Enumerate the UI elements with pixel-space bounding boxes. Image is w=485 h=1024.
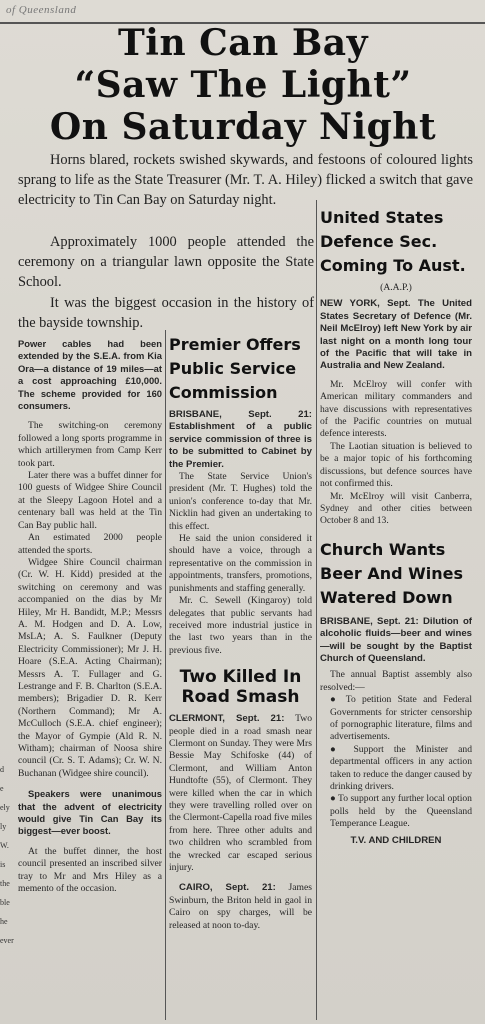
- defence-p1: [320, 298, 472, 372]
- column-rule-left: [165, 330, 166, 1020]
- left-edge-fragments: [0, 300, 12, 950]
- defence-lead: The United States Secretary of Defence (Mr. Neil McElroy) left New York by air last night on a month long tour of the Pacific that will take in Australia and New Zealand.: [320, 298, 472, 372]
- col1-p2: Later there was a buffet dinner for 100 guests of Widgee Shire Council at the Sleepy Lagoon Hotel and a centenary ball was held at the Tin Can Bay public hall.: [18, 470, 162, 531]
- col1-p6: At the buffet dinner, the host council presented an inscribed silver tray to Mr and Mrs Hiley as a memento of the occasion.: [18, 845, 162, 895]
- church-bullet-2: ● Support the Minister and departmental officers in any action taken to reduce the danger caused by drinking drivers.: [330, 743, 472, 792]
- lead-p2: Approximately 1000 people attended the ceremony on a triangular lawn opposite the State School.: [18, 234, 314, 291]
- main-headline: [8, 22, 478, 148]
- edge-word: ble: [0, 898, 10, 907]
- masthead-text: of Queensland: [6, 4, 77, 16]
- col1-p3: An estimated 2000 people attended the sports.: [18, 532, 162, 556]
- col1-p5: Speakers were unanimous that the advent of electricity would give Tin Can Bay its biggest—ever boost.: [18, 788, 162, 837]
- church-bullet-3: ● To support any further local option polls held by the Queensland Temperance League.: [330, 793, 472, 830]
- edge-word: ly: [0, 822, 7, 831]
- church-p1: [320, 616, 472, 666]
- defence-p2: Mr. McElroy will confer with American military commanders and have discussions with representatives of the Pacific countries on mutual defence interests.: [320, 378, 472, 440]
- church-p2: The annual Baptist assembly also resolved:—: [320, 669, 472, 693]
- church-lead: Dilution of alcoholic fluids—beer and wines—will be sought by the Baptist Church of Queensland.: [320, 615, 473, 664]
- lead-p3: It was the biggest occasion in the history of the bayside township.: [18, 294, 314, 331]
- edge-word: ever: [0, 936, 14, 945]
- cairo-text: James Swinburn, the Briton held in gaol in Cairo on spy charges, will be released at noon to-day.: [169, 882, 312, 931]
- cairo-p: [169, 882, 312, 932]
- headline-line-3: On Saturday Night: [49, 106, 437, 148]
- defence-credit: (A.A.P.): [380, 282, 412, 293]
- road-smash-dateline: CLERMONT, Sept. 21:: [169, 713, 285, 725]
- lead-paragraph: [18, 150, 473, 211]
- edge-word: W.: [0, 841, 9, 850]
- road-smash-headline: Two Killed In Road Smash: [179, 667, 302, 708]
- premier-lead: Establishment of a public service commission of three is to be submitted to Cabinet by the Premier.: [169, 421, 312, 470]
- tv-children-head: T.V. AND CHILDREN: [350, 834, 442, 846]
- masthead: [0, 0, 485, 24]
- col1-p1: The switching-on ceremony followed a long sports programme in which artillerymen from Camp Kerr took part.: [18, 420, 162, 469]
- column-middle: [169, 333, 312, 932]
- premier-p1: [169, 409, 312, 471]
- defence-p3: The Laotian situation is believed to be a major topic of his forthcoming discussions, but defence sources have not confirmed this.: [320, 440, 472, 490]
- lead-p1: Horns blared, rockets swished skywards, and festoons of coloured lights sprang to life as the State Treasurer (Mr. T. A. Hiley) flicked a switch that gave electricity to Tin Can Bay on Saturday night.: [18, 152, 473, 209]
- edge-word: d: [0, 765, 4, 774]
- edge-word: he: [0, 917, 8, 926]
- church-headline: Church Wants Beer And Wines Watered Down: [320, 539, 464, 607]
- church-bullet-3-text: To support any further local option polls held by the Queensland Temperance League.: [330, 793, 472, 830]
- edge-word: e: [0, 784, 4, 793]
- column-right: [320, 206, 472, 847]
- road-smash-text: Two people died in a road smash near Clermont on Sunday. They were Mrs Bessie May Schifoske (44) of Clermont, and William Anton Hundtofte (55), of Clermont. They were killed when the car in which they were travelling rolled over on the Clermont-Capella road five miles from here. Three other adults and two children who scrambled from the wrecked car escaped serious injury.: [169, 713, 312, 873]
- premier-p4: Mr. C. Sewell (Kingaroy) told delegates that public servants had received more industrial justice in the last two years than in the previous five.: [169, 595, 312, 656]
- defence-p4: Mr. McElroy will visit Canberra, Sydney and other cities between October 8 and 13.: [320, 490, 472, 527]
- col1-intro: Power cables had been extended by the S.E.A. from Kia Ora—a distance of 19 miles—at a cost approaching £10,000. The scheme provided for 160 consumers.: [18, 338, 162, 412]
- column-tin-can-bay: [18, 338, 162, 895]
- edge-word: ely: [0, 803, 10, 812]
- defence-dateline: NEW YORK, Sept.: [320, 298, 411, 310]
- premier-p2: The State Service Union's president (Mr. T. Hughes) told the union's conference to-day that Mr. Nicklin had given an undertaking to this effect.: [169, 471, 312, 532]
- road-smash-p: [169, 713, 312, 874]
- premier-dateline: BRISBANE, Sept. 21:: [169, 409, 312, 420]
- headline-line-2: “Saw The Light”: [74, 64, 412, 106]
- edge-word: the: [0, 879, 10, 888]
- col1-p4: Widgee Shire Council chairman (Cr. W. H. Kidd) presided at the switching on ceremony and was accompanied on the dias by Mr Hiley, Mr H. Bandidt, M.P.; Messrs A. M. Hodgen and D. A. Low, MsLA; A. S. Faulkner (Deputy Electricity Commissioner); Mr J. H. Hoare (S.E.A. Acting Chairman); Messrs A. T. Fullager and G. Lestrange and F. B. Charlton (S.E.A. members); Brigadier D. R. Kerr (Northern Command); Mr A. McCulloch (S.E.A. chief engineer); the Mayor of Gympie (Ald R. N. Witham); chairman of Noosa shire council (Cr. S. T. Adams); Cr. W. N. Buchanan (Widgee shire council).: [18, 556, 162, 779]
- headline-line-1: Tin Can Bay: [117, 22, 369, 64]
- church-dateline: BRISBANE, Sept. 21:: [320, 615, 419, 627]
- column-rule-right: [316, 200, 317, 1020]
- premier-p3: He said the union considered it should have a voice, through a representative on the commission in appointments, transfers, promotions, punishments and staffing generally.: [169, 533, 312, 594]
- church-bullet-1-text: To petition State and Federal Governments for stricter censorship of pornographic literature, films and advertisements.: [330, 694, 472, 743]
- cairo-dateline: CAIRO, Sept. 21:: [179, 882, 276, 894]
- premier-headline: Premier Offers Public Service Commission: [169, 335, 301, 402]
- church-bullet-1: ● To petition State and Federal Governments for stricter censorship of pornographic literature, films and advertisements.: [330, 694, 472, 743]
- lead-continued: [18, 232, 314, 333]
- defence-headline: United States Defence Sec. Coming To Aust.: [320, 208, 466, 275]
- church-bullet-2-text: Support the Minister and departmental officers in any action taken to reduce the danger caused by drinking drivers.: [330, 743, 472, 792]
- edge-word: is: [0, 860, 6, 869]
